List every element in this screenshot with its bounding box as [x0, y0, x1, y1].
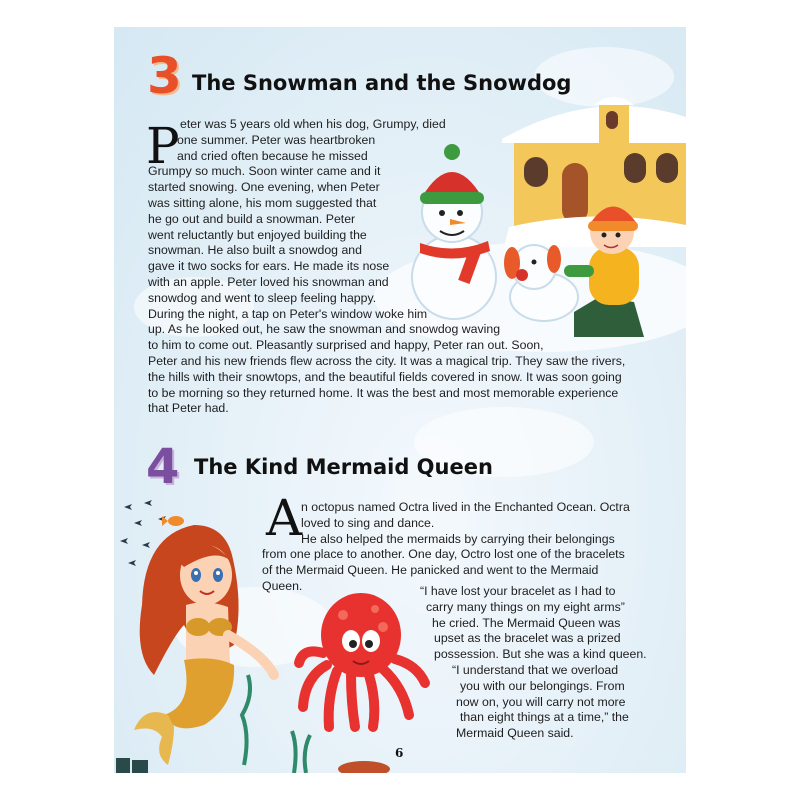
- text-line: started snowing. One evening, when Peter: [148, 180, 380, 195]
- text-line: that Peter had.: [148, 401, 229, 416]
- text-line: Mermaid Queen said.: [456, 726, 574, 741]
- text-line: of the Mermaid Queen. He panicked and went to the Mermaid: [262, 563, 599, 578]
- text-line: loved to sing and dance.: [301, 515, 435, 530]
- text-line: up. As he looked out, he saw the snowman and snowdog waving: [148, 322, 501, 337]
- story-title-3: The Snowman and the Snowdog: [192, 71, 572, 95]
- mermaid-illustration: [124, 515, 284, 773]
- text-line: to him to come out. Pleasantly surprised and happy, Peter ran out. Soon,: [148, 338, 544, 353]
- text-line: than eight things at a time,” the: [460, 710, 629, 725]
- text-line: from one place to another. One day, Octro lost one of the bracelets: [262, 547, 625, 562]
- story-number-4: 4: [146, 439, 180, 495]
- text-line: he cried. The Mermaid Queen was: [432, 615, 621, 630]
- text-line: you with our belongings. From: [460, 678, 625, 693]
- text-line: During the night, a tap on Peter's window woke him: [148, 306, 428, 321]
- seabed-illustration: [284, 727, 394, 773]
- octopus-illustration: [299, 587, 429, 732]
- story-4-text: [301, 500, 630, 547]
- text-line: he go out and build a snowman. Peter: [148, 211, 356, 226]
- text-line: “I have lost your bracelet as I had to: [420, 584, 616, 598]
- story-3-text: [177, 133, 375, 165]
- text-line: gave it two socks for ears. He made its nose: [148, 259, 390, 274]
- text-line: n octopus named Octra lived in the Enchanted Ocean. Octra: [301, 500, 630, 514]
- story-4-quote: [420, 584, 647, 742]
- story-title-4: The Kind Mermaid Queen: [194, 455, 493, 479]
- story-3-text: [180, 117, 446, 133]
- text-line: Grumpy so much. Soon winter came and it: [148, 164, 381, 179]
- text-line: possession. But she was a kind queen.: [434, 647, 647, 662]
- story-number-3: 3: [147, 47, 182, 105]
- page-number: 6: [395, 746, 404, 760]
- text-line: carry many things on my eight arms”: [426, 599, 625, 614]
- text-line: eter was 5 years old when his dog, Grumpy, died: [180, 117, 446, 131]
- text-line: to be morning so they returned home. It was the best and most memorable experience: [148, 385, 619, 400]
- text-line: Peter and his new friends flew across the city. It was a magical trip. They saw the rivers,: [148, 353, 626, 368]
- story-3-text: [148, 164, 625, 417]
- text-line: upset as the bracelet was a prized: [434, 631, 621, 646]
- text-line: went reluctantly but enjoyed building the: [148, 227, 367, 242]
- text-line: Queen.: [262, 578, 303, 593]
- text-line: snowman. He also built a snowdog and: [148, 243, 362, 258]
- text-line: was sitting alone, his mom suggested that: [148, 195, 377, 210]
- text-line: now on, you will carry not more: [456, 694, 626, 709]
- text-line: one summer. Peter was heartbroken: [177, 132, 376, 147]
- text-line: with an apple. Peter loved his snowman and: [148, 274, 389, 289]
- text-line: and cried often because he missed: [177, 148, 368, 163]
- text-line: He also helped the mermaids by carrying their belongings: [301, 531, 615, 546]
- text-line: snowdog and went to sleep feeling happy.: [148, 290, 377, 305]
- seabed-rocks: [114, 752, 154, 773]
- text-line: the hills with their snowtops, and the beautiful fields covered in snow. It was soon going: [148, 369, 622, 384]
- book-page: [114, 27, 686, 773]
- drop-cap-4: A: [266, 489, 303, 547]
- text-line: “I understand that we overload: [452, 662, 619, 677]
- drop-cap-3: P: [146, 117, 180, 175]
